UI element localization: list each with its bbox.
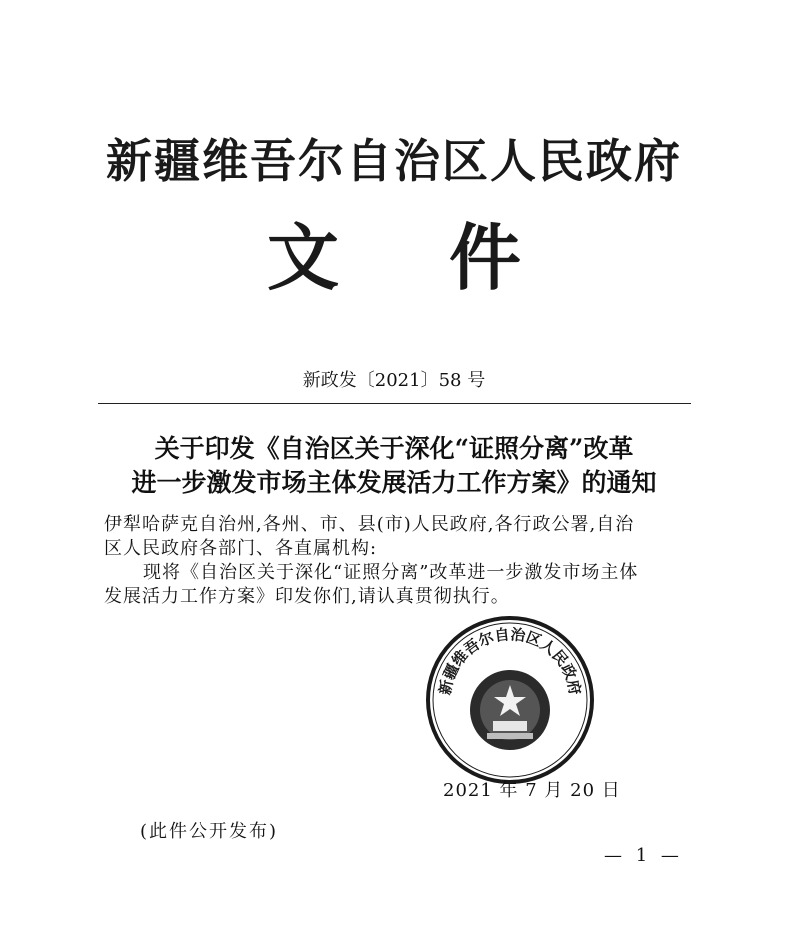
issuer-header: 新疆维吾尔自治区人民政府 <box>106 134 682 188</box>
svg-text:新疆维吾尔自治区人民政府: 新疆维吾尔自治区人民政府 <box>435 625 585 697</box>
page-number: — 1 — <box>604 845 683 866</box>
document-type: 文件 <box>266 215 631 300</box>
addressee-line-2: 区人民政府各部门、各直属机构: <box>104 538 378 559</box>
notice-title-line-1: 关于印发《自治区关于深化“证照分离”改革 <box>154 434 634 463</box>
addressee-line-1: 伊犁哈萨克自治州,各州、市、县(市)人民政府,各行政公署,自治 <box>104 514 635 535</box>
release-note: (此件公开发布) <box>140 821 279 842</box>
body-text-line-1: 现将《自治区关于深化“证照分离”改革进一步激发市场主体 <box>143 562 639 583</box>
body-text-line-2: 发展活力工作方案》印发你们,请认真贯彻执行。 <box>104 586 510 607</box>
national-emblem-icon <box>470 670 550 750</box>
issue-date: 2021 年 7 月 20 日 <box>443 780 621 801</box>
official-seal <box>425 615 595 785</box>
document-number: 新政发〔2021〕58 号 <box>302 370 486 391</box>
header-divider <box>98 403 691 404</box>
notice-title-line-2: 进一步激发市场主体发展活力工作方案》的通知 <box>131 468 657 497</box>
